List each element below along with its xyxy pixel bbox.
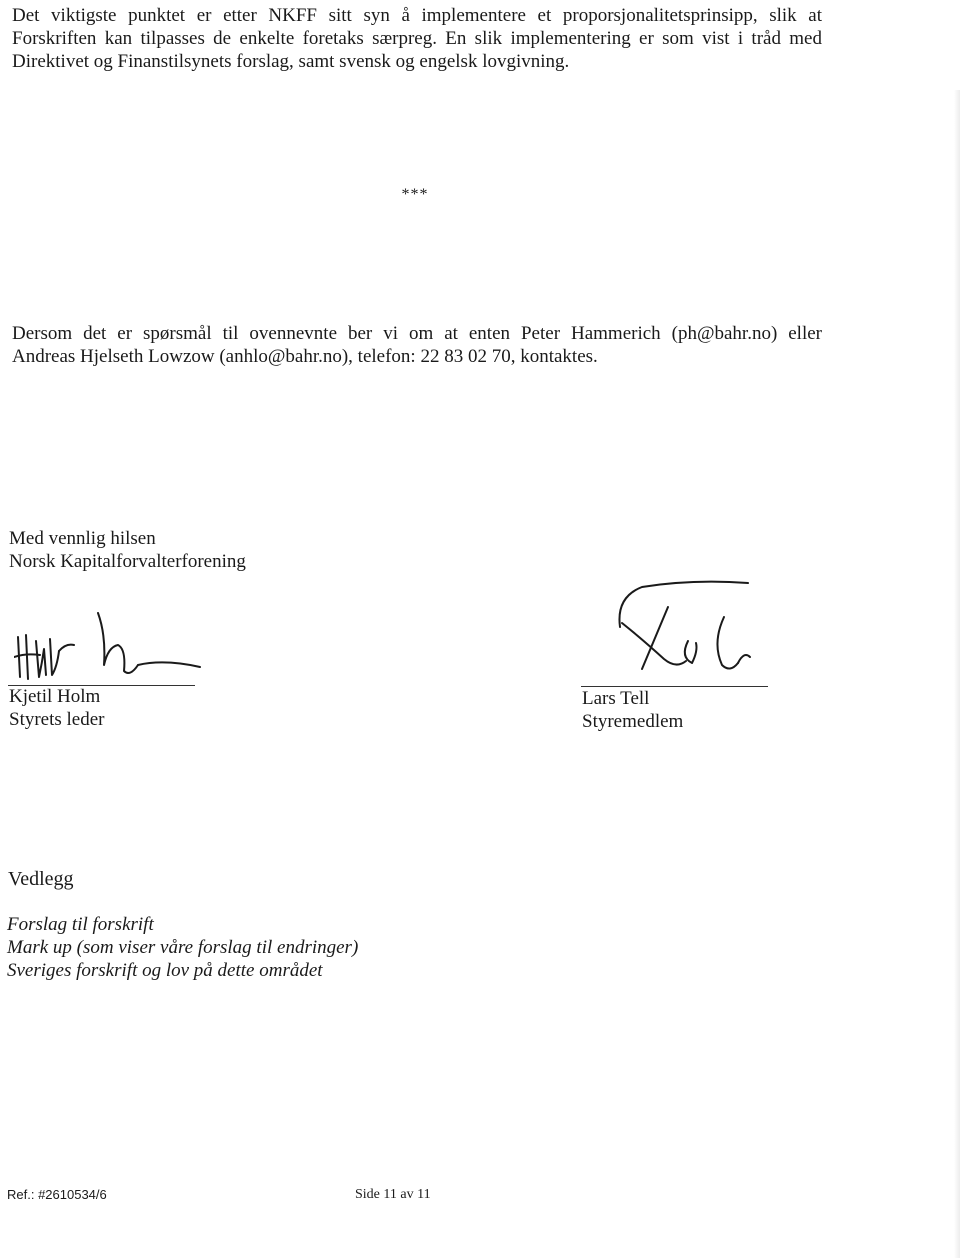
section-separator: *** bbox=[401, 186, 429, 203]
closing-organization: Norsk Kapitalforvalterforening bbox=[9, 551, 246, 572]
footer-reference: Ref.: #2610534/6 bbox=[7, 1187, 107, 1202]
signature-tell-image bbox=[612, 577, 762, 682]
signatory-name: Kjetil Holm bbox=[9, 686, 101, 707]
intro-line: Direktivet og Finanstilsynets forslag, samt svensk og engelsk lovgivning. bbox=[12, 51, 570, 72]
attachment-item: Sveriges forskrift og lov på dette området bbox=[7, 960, 323, 981]
intro-paragraph bbox=[12, 4, 822, 73]
page-edge-shadow bbox=[954, 90, 960, 1258]
attachments-title: Vedlegg bbox=[8, 868, 74, 890]
closing-greeting: Med vennlig hilsen bbox=[9, 528, 156, 549]
attachments-list bbox=[7, 913, 358, 982]
signatory-tell bbox=[582, 687, 683, 733]
signatory-name: Lars Tell bbox=[582, 688, 650, 709]
attachment-item: Forslag til forskrift bbox=[7, 914, 154, 935]
closing-block bbox=[9, 527, 246, 573]
intro-line: Det viktigste punktet er etter NKFF sitt syn å implementere et proporsjonalitetsprinsipp, slik at bbox=[12, 5, 822, 26]
contact-line: Andreas Hjelseth Lowzow (anhlo@bahr.no), telefon: 22 83 02 70, kontaktes. bbox=[12, 346, 598, 367]
attachment-item: Mark up (som viser våre forslag til endringer) bbox=[7, 937, 359, 958]
footer-page-number: Side 11 av 11 bbox=[355, 1187, 431, 1202]
contact-line: Dersom det er spørsmål til ovennevnte ber vi om at enten Peter Hammerich (ph@bahr.no) eller bbox=[12, 323, 822, 344]
signatory-role: Styremedlem bbox=[582, 711, 684, 732]
intro-line: Forskriften kan tilpasses de enkelte foretaks særpreg. En slik implementering er som vist i tråd med bbox=[12, 28, 822, 49]
signatory-role: Styrets leder bbox=[9, 709, 105, 730]
signature-holm-image bbox=[14, 605, 204, 690]
contact-paragraph bbox=[12, 322, 822, 368]
signatory-holm bbox=[9, 685, 105, 731]
